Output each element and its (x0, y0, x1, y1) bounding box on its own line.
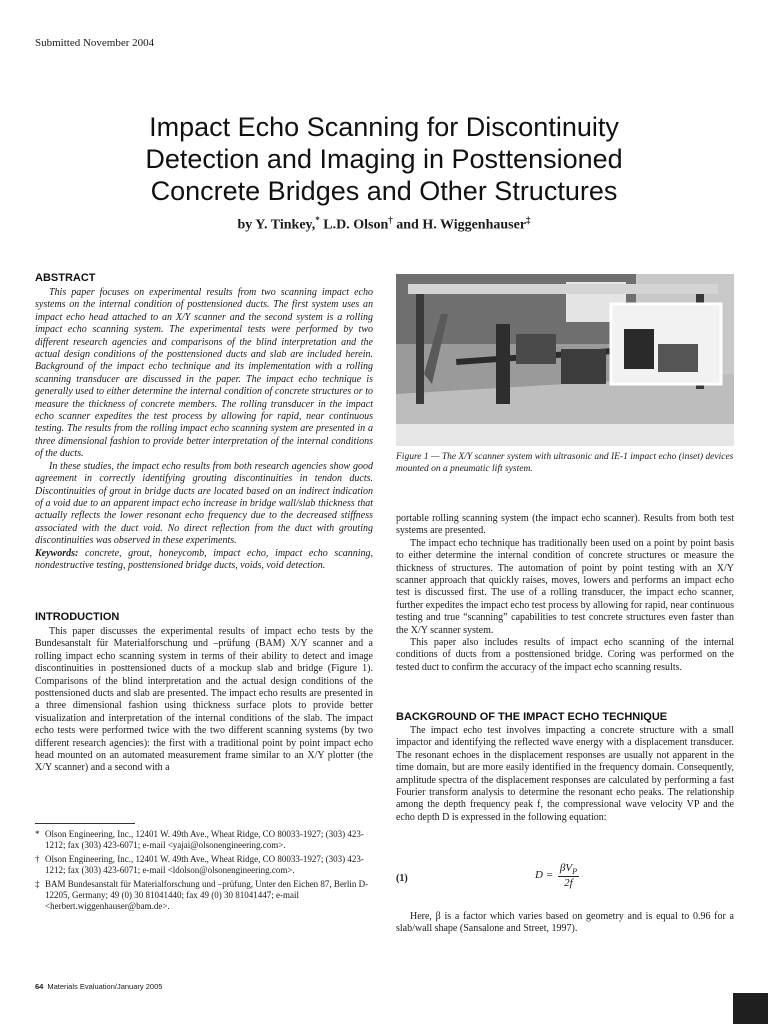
page-footer (35, 982, 162, 991)
author-2-mark: † (388, 215, 393, 225)
footnote-divider (35, 823, 135, 824)
equation-fraction (558, 862, 579, 889)
background-paragraph-2: Here, β is a factor which varies based on geometry and is equal to 0.96 for a slab/wall shape (Sansalone and Street, 1997). (396, 911, 734, 935)
abstract-paragraph-1: This paper focuses on experimental results from two scanning impact echo systems on the internal condition of posttensioned ducts. The first system uses an impact echo head attached to an X/Y scanner and the second system is a rolling impact echo scanning system. The experimental tests were performed by two different research agencies and comparisons of the blind interpretation and the actual design conditions of the posttensioned ducts and slab are included herein. Background of the impact echo technique and its implementation with a rolling scanning transducer are discussed in the paper. The impact echo technique is generally used to either determine the internal condition of concrete structures or to measure the thickness of concrete members. The rolling transducer in the impact echo scanner expedites the test process by allowing for rapid, near continuous testing. The results from the rolling impact echo scanning system are presented in a three dimensional fashion to provide better interpretation of the internal conditions of the ducts. (35, 287, 373, 460)
page-number: 64 (35, 982, 44, 991)
paper-title (40, 111, 728, 207)
keywords-label: Keywords: (35, 547, 79, 559)
author-2: L.D. Olson (319, 217, 389, 233)
right-paragraph-2: This paper also includes results of impact echo scanning of the internal conditions of ducts from a posttensioned bridge. Coring was performed on the tested duct to confirm the accuracy of the impact echo scanning results. (396, 637, 734, 673)
footnotes (35, 829, 373, 915)
author-line (40, 215, 728, 234)
equation-denominator: 2f (564, 877, 573, 890)
background-paragraph-1: The impact echo test involves impacting a concrete structure with a small impactor and identifying the reflected wave energy with a displacement transducer. The resonant echoes in the displacement responses are usually not apparent in the time domain, but are more easily identified in the frequency domain. Consequently, amplitude spectra of the displacement responses are calculated by performing a fast Fourier transform analysis to determine the resonant echo peaks. The relationship among the depth frequency peak f, the compressional wave velocity VP and the echo depth D is expressed in the following equation: (396, 725, 734, 823)
title-line-1: Impact Echo Scanning for Discontinuity (149, 112, 619, 142)
author-3-mark: ‡ (526, 215, 531, 225)
author-1: by Y. Tinkey, (237, 217, 316, 233)
corner-tab (733, 993, 768, 1024)
abstract-body (35, 287, 373, 572)
figure-1-photo (396, 274, 734, 446)
introduction-paragraph-1: This paper discusses the experimental results of impact echo tests by the Bundesanstalt für Materialforschung und –prüfung (BAM) X/Y scanner and a rolling impact echo scanning system in terms of their ability to detect and image discontinuities in posttensioned ducts of a mockup slab and bridge (Figure 1). Comparisons of the blind interpretation and the actual design conditions of the posttensioned ducts and slab are presented. The impact echo results are presented in a three dimensional fashion using thickness surface plots to provide better visualization and interpretation of the internal conditions of the slab. The impact echo tests were performed twice with the two different scanning systems (by two different research agencies): the first with a traditional point by point impact echo head mounted on an automated measurement frame similar to an X/Y plotter (the X/Y scanner) and a second with a (35, 626, 373, 774)
keywords (35, 548, 373, 573)
continued-paragraph: portable rolling scanning system (the impact echo scanner). Results from both test systems are presented. (396, 513, 734, 537)
abstract-paragraph-2: In these studies, the impact echo results from both research agencies show good agreement in correctly identifying grouting discontinuities in tendon ducts. Discontinuities of grout in bridge ducts are located based on an indirect indication of a void due to an apparent impact echo increase in bridge wall/slab thickness that actually reflects the lower resonant echo frequency due to the decreased stiffness associated with the duct void. No direct reflection from the duct with grouting discontinuities was observed in these experiments. (35, 460, 373, 547)
background-body-2 (396, 911, 734, 936)
keywords-list: concrete, grout, honeycomb, impact echo, impact echo scanning, nondestructive testing, posttensioned bridge ducts, voids, void detection. (35, 547, 373, 571)
footnote-2: † Olson Engineering, Inc., 12401 W. 49th Ave., Wheat Ridge, CO 80033-1927; (303) 423-1212; fax (303) 423-6071; e-mail <ldolson@olsonengineering.com>. (35, 853, 364, 876)
title-line-2: Detection and Imaging in Posttensioned (145, 144, 623, 174)
right-column-body (396, 513, 734, 674)
equation-1 (535, 862, 579, 889)
title-line-3: Concrete Bridges and Other Structures (150, 176, 618, 206)
introduction-body (35, 626, 373, 775)
author-1-mark: * (315, 215, 320, 225)
submission-date: Submitted November 2004 (35, 37, 155, 49)
background-heading: BACKGROUND OF THE IMPACT ECHO TECHNIQUE (396, 711, 668, 723)
right-paragraph-1: The impact echo technique has traditionally been used on a point by point basis to either determine the internal condition of concrete structures or measure the thickness of structures. The automation of point by point testing with an X/Y scanner approach that quickly raises, moves, lowers and performs an impact echo test is discussed first. The use of a rolling transducer, the impact echo scanner, further expedites the impact echo test process by allowing for rapid, near continuous testing and true “scanning” capabilities to test concrete structures even faster than the X/Y scanner system. (396, 537, 734, 636)
footnote-3: ‡ BAM Bundesanstalt für Materialforschung und –prüfung, Unter den Eichen 87, Berlin D-12205, Germany; 49 (0) 30 81041440; fax 49 (0) 30 81041447; e-mail <herbert.wiggenhauser@bam.de>. (35, 878, 369, 912)
introduction-heading: INTRODUCTION (35, 611, 120, 623)
equation-number: (1) (396, 873, 408, 884)
scanner-photo-illustration (396, 274, 734, 446)
equation-lhs: D = (535, 869, 554, 882)
footnote-1: * Olson Engineering, Inc., 12401 W. 49th Ave., Wheat Ridge, CO 80033-1927; (303) 423-1212; fax (303) 423-6071; e-mail <yajai@olsonengineering.com>. (35, 829, 364, 851)
equation-numerator: $\beta V_P$ (559, 862, 577, 877)
figure-1-caption: Figure 1 — The X/Y scanner system with ultrasonic and IE-1 impact echo (inset) devices mounted on a pneumatic lift system. (396, 452, 734, 474)
background-body (396, 725, 734, 824)
abstract-heading: ABSTRACT (35, 272, 96, 284)
author-3: and H. Wiggenhauser (392, 217, 527, 233)
journal-name: Materials Evaluation/January 2005 (47, 982, 163, 991)
